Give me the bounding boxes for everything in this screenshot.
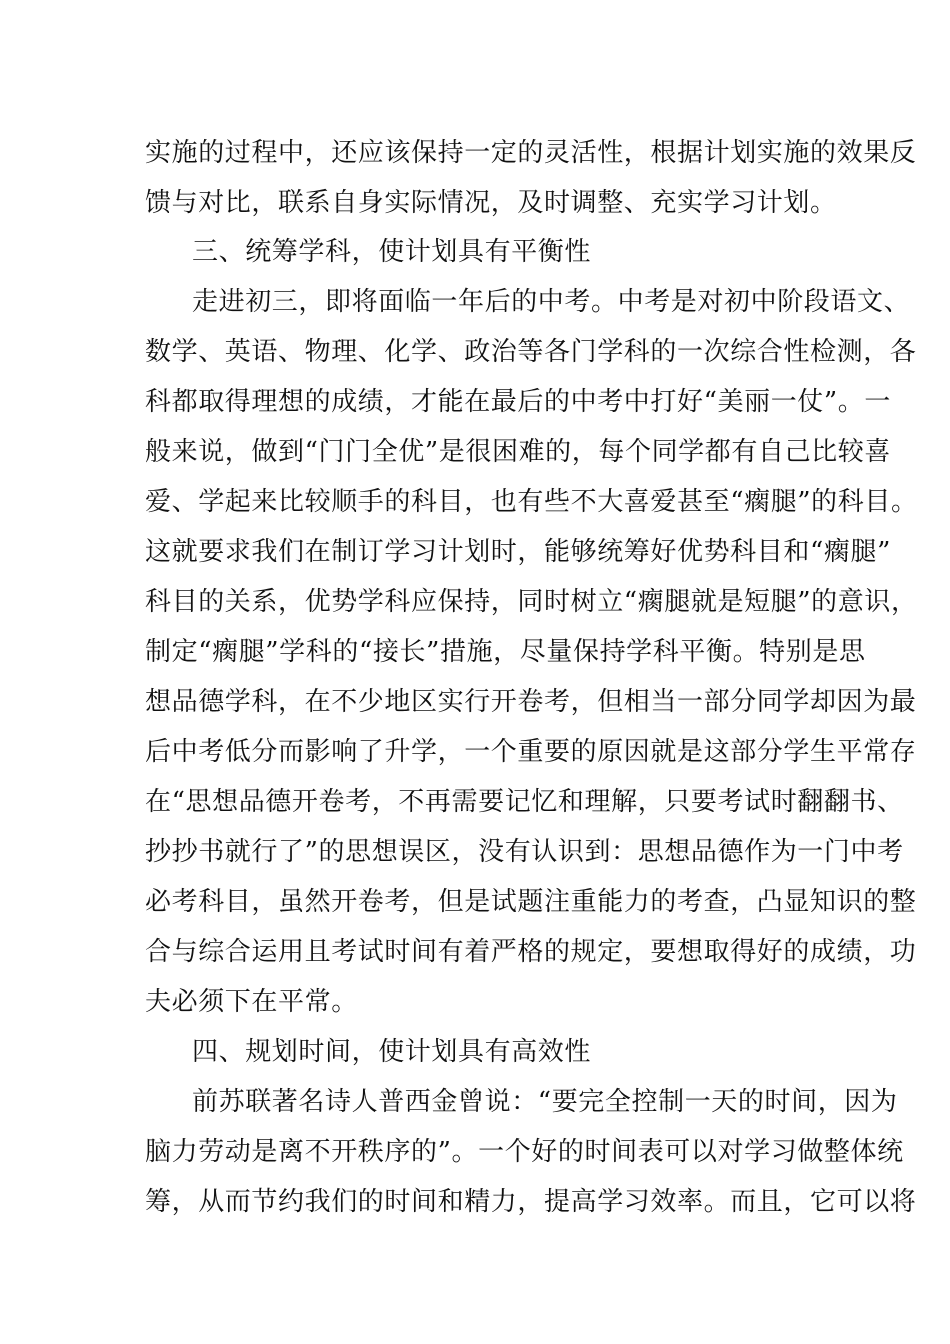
text-line: 前苏联著名诗人普西金曾说：“要完全控制一天的时间，因为 xyxy=(192,1087,898,1117)
text-line: 馈与对比，联系自身实际情况，及时调整、充实学习计划。 xyxy=(145,188,837,218)
text-line: 科都取得理想的成绩，才能在最后的中考中打好“美丽一仗”。一 xyxy=(145,387,891,417)
text-line: 后中考低分而影响了升学，一个重要的原因就是这部分学生平常存 xyxy=(145,737,917,767)
text-line: 爱、学起来比较顺手的科目，也有些不大喜爱甚至“瘸腿”的科目。 xyxy=(145,487,918,517)
section-heading: 三、统筹学科，使计划具有平衡性 xyxy=(192,237,592,267)
text-line: 在“思想品德开卷考，不再需要记忆和理解，只要考试时翻翻书、 xyxy=(145,787,904,817)
text-line: 夫必须下在平常。 xyxy=(145,987,358,1017)
text-line: 想品德学科，在不少地区实行开卷考，但相当一部分同学却因为最 xyxy=(145,687,917,717)
text-line: 这就要求我们在制订学习计划时，能够统筹好优势科目和“瘸腿” xyxy=(145,537,891,567)
text-line: 制定“瘸腿”学科的“接长”措施，尽量保持学科平衡。特别是思 xyxy=(145,637,866,667)
text-line: 实施的过程中，还应该保持一定的灵活性，根据计划实施的效果反 xyxy=(145,138,917,168)
section-heading: 四、规划时间，使计划具有高效性 xyxy=(192,1037,592,1067)
text-line: 走进初三，即将面临一年后的中考。中考是对初中阶段语文、 xyxy=(192,287,911,317)
text-line: 必考科目，虽然开卷考，但是试题注重能力的考查，凸显知识的整 xyxy=(145,887,917,917)
text-line: 合与综合运用且考试时间有着严格的规定，要想取得好的成绩，功 xyxy=(145,937,917,967)
text-line: 筹，从而节约我们的时间和精力，提高学习效率。而且，它可以将 xyxy=(145,1187,917,1217)
text-line: 抄抄书就行了”的思想误区，没有认识到：思想品德作为一门中考 xyxy=(145,837,904,867)
text-line: 般来说，做到“门门全优”是很困难的，每个同学都有自己比较喜 xyxy=(145,437,891,467)
text-line: 数学、英语、物理、化学、政治等各门学科的一次综合性检测，各 xyxy=(145,337,917,367)
text-line: 科目的关系，优势学科应保持，同时树立“瘸腿就是短腿”的意识， xyxy=(145,587,918,617)
text-line: 脑力劳动是离不开秩序的”。一个好的时间表可以对学习做整体统 xyxy=(145,1137,904,1167)
